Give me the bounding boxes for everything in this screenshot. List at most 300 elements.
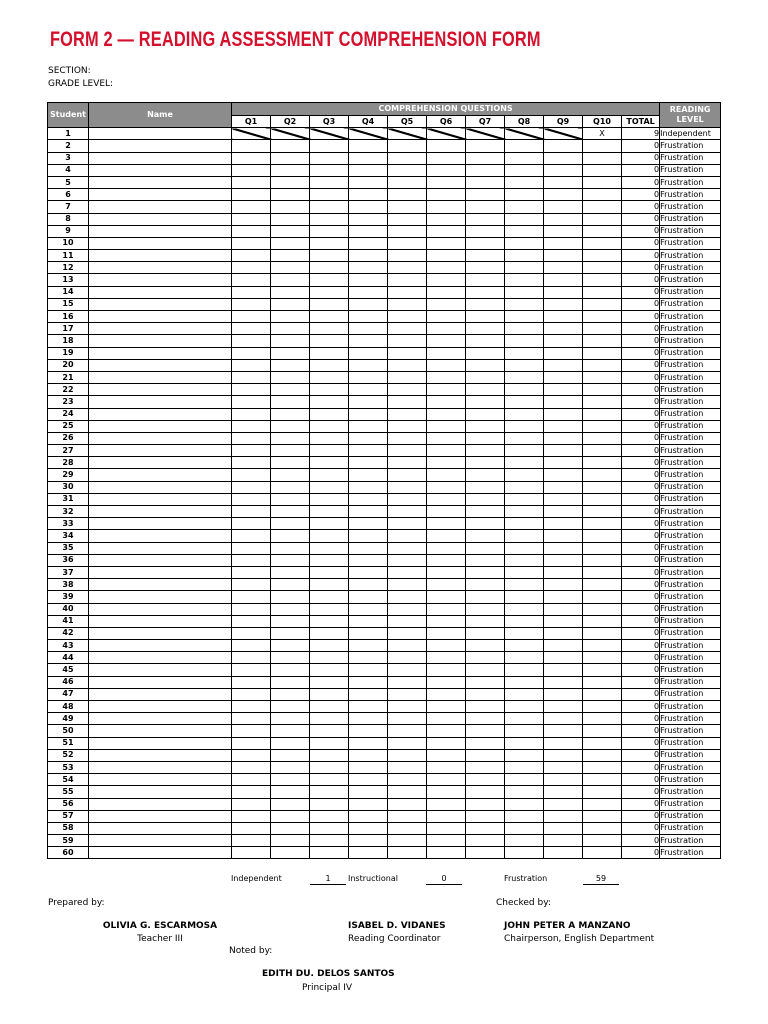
answer-cell-q10[interactable] xyxy=(583,152,622,164)
answer-cell-q8[interactable] xyxy=(505,664,544,676)
answer-cell-q4[interactable] xyxy=(349,615,388,627)
answer-cell-q6[interactable] xyxy=(427,359,466,371)
answer-cell-q1[interactable] xyxy=(232,225,271,237)
answer-cell-q6[interactable] xyxy=(427,627,466,639)
answer-cell-q10[interactable] xyxy=(583,774,622,786)
student-name-cell[interactable] xyxy=(89,298,232,310)
student-name-cell[interactable] xyxy=(89,493,232,505)
answer-cell-q6[interactable] xyxy=(427,371,466,383)
answer-cell-q3[interactable] xyxy=(310,176,349,188)
answer-cell-q5[interactable] xyxy=(388,627,427,639)
answer-cell-q7[interactable] xyxy=(466,274,505,286)
answer-cell-q4[interactable] xyxy=(349,810,388,822)
answer-cell-q6[interactable] xyxy=(427,408,466,420)
answer-cell-q3[interactable] xyxy=(310,603,349,615)
answer-cell-q1[interactable] xyxy=(232,822,271,834)
answer-cell-q10[interactable] xyxy=(583,140,622,152)
answer-cell-q9[interactable] xyxy=(544,286,583,298)
answer-cell-q8[interactable] xyxy=(505,506,544,518)
answer-cell-q2[interactable] xyxy=(271,701,310,713)
answer-cell-q8[interactable] xyxy=(505,518,544,530)
answer-cell-q10[interactable] xyxy=(583,701,622,713)
answer-cell-q6[interactable] xyxy=(427,213,466,225)
answer-cell-q5[interactable] xyxy=(388,140,427,152)
answer-cell-q8[interactable] xyxy=(505,335,544,347)
answer-cell-q2[interactable] xyxy=(271,371,310,383)
answer-cell-q3[interactable] xyxy=(310,432,349,444)
answer-cell-q2[interactable] xyxy=(271,640,310,652)
answer-cell-q10[interactable] xyxy=(583,542,622,554)
answer-cell-q8[interactable] xyxy=(505,237,544,249)
answer-cell-q6[interactable] xyxy=(427,725,466,737)
answer-cell-q9[interactable] xyxy=(544,237,583,249)
answer-cell-q1[interactable] xyxy=(232,591,271,603)
answer-cell-q7[interactable] xyxy=(466,164,505,176)
student-name-cell[interactable] xyxy=(89,176,232,188)
answer-cell-q2[interactable] xyxy=(271,506,310,518)
answer-cell-q10[interactable] xyxy=(583,493,622,505)
student-name-cell[interactable] xyxy=(89,384,232,396)
answer-cell-q9[interactable] xyxy=(544,371,583,383)
answer-cell-q3[interactable] xyxy=(310,554,349,566)
answer-cell-q4[interactable] xyxy=(349,493,388,505)
answer-cell-q7[interactable] xyxy=(466,603,505,615)
answer-cell-q10[interactable] xyxy=(583,798,622,810)
student-name-cell[interactable] xyxy=(89,713,232,725)
answer-cell-q2[interactable] xyxy=(271,603,310,615)
answer-cell-q9[interactable] xyxy=(544,627,583,639)
answer-cell-q2[interactable] xyxy=(271,335,310,347)
answer-cell-q2[interactable] xyxy=(271,664,310,676)
student-name-cell[interactable] xyxy=(89,701,232,713)
answer-cell-q3[interactable] xyxy=(310,737,349,749)
answer-cell-q3[interactable] xyxy=(310,189,349,201)
answer-cell-q7[interactable] xyxy=(466,810,505,822)
answer-cell-q6[interactable] xyxy=(427,591,466,603)
student-name-cell[interactable] xyxy=(89,225,232,237)
answer-cell-q6[interactable] xyxy=(427,835,466,847)
answer-cell-q5[interactable] xyxy=(388,737,427,749)
answer-cell-q1[interactable] xyxy=(232,737,271,749)
student-name-cell[interactable] xyxy=(89,591,232,603)
answer-cell-q7[interactable] xyxy=(466,432,505,444)
answer-cell-q10[interactable] xyxy=(583,359,622,371)
answer-cell-q3[interactable] xyxy=(310,420,349,432)
student-name-cell[interactable] xyxy=(89,530,232,542)
answer-cell-q1[interactable] xyxy=(232,371,271,383)
answer-cell-q6[interactable] xyxy=(427,554,466,566)
answer-cell-q4[interactable] xyxy=(349,213,388,225)
answer-cell-q10[interactable] xyxy=(583,457,622,469)
answer-cell-q8[interactable] xyxy=(505,481,544,493)
answer-cell-q1[interactable] xyxy=(232,176,271,188)
answer-cell-q1[interactable] xyxy=(232,445,271,457)
answer-cell-q1[interactable] xyxy=(232,384,271,396)
answer-cell-q4[interactable] xyxy=(349,128,388,140)
answer-cell-q4[interactable] xyxy=(349,725,388,737)
answer-cell-q4[interactable] xyxy=(349,323,388,335)
answer-cell-q1[interactable] xyxy=(232,640,271,652)
answer-cell-q8[interactable] xyxy=(505,615,544,627)
answer-cell-q10[interactable] xyxy=(583,603,622,615)
answer-cell-q1[interactable] xyxy=(232,250,271,262)
answer-cell-q3[interactable] xyxy=(310,701,349,713)
answer-cell-q8[interactable] xyxy=(505,189,544,201)
answer-cell-q3[interactable] xyxy=(310,493,349,505)
answer-cell-q5[interactable] xyxy=(388,688,427,700)
answer-cell-q1[interactable] xyxy=(232,725,271,737)
answer-cell-q5[interactable] xyxy=(388,542,427,554)
answer-cell-q4[interactable] xyxy=(349,408,388,420)
answer-cell-q5[interactable] xyxy=(388,335,427,347)
answer-cell-q9[interactable] xyxy=(544,225,583,237)
student-name-cell[interactable] xyxy=(89,420,232,432)
answer-cell-q9[interactable] xyxy=(544,566,583,578)
answer-cell-q2[interactable] xyxy=(271,737,310,749)
answer-cell-q3[interactable] xyxy=(310,457,349,469)
answer-cell-q4[interactable] xyxy=(349,603,388,615)
answer-cell-q3[interactable] xyxy=(310,835,349,847)
answer-cell-q4[interactable] xyxy=(349,822,388,834)
student-name-cell[interactable] xyxy=(89,640,232,652)
answer-cell-q8[interactable] xyxy=(505,774,544,786)
answer-cell-q6[interactable] xyxy=(427,237,466,249)
answer-cell-q9[interactable] xyxy=(544,189,583,201)
answer-cell-q2[interactable] xyxy=(271,189,310,201)
answer-cell-q6[interactable] xyxy=(427,713,466,725)
answer-cell-q8[interactable] xyxy=(505,384,544,396)
answer-cell-q2[interactable] xyxy=(271,579,310,591)
student-name-cell[interactable] xyxy=(89,774,232,786)
answer-cell-q1[interactable] xyxy=(232,201,271,213)
student-name-cell[interactable] xyxy=(89,749,232,761)
answer-cell-q2[interactable] xyxy=(271,432,310,444)
answer-cell-q7[interactable] xyxy=(466,822,505,834)
answer-cell-q6[interactable] xyxy=(427,701,466,713)
student-name-cell[interactable] xyxy=(89,371,232,383)
answer-cell-q2[interactable] xyxy=(271,396,310,408)
answer-cell-q5[interactable] xyxy=(388,554,427,566)
answer-cell-q7[interactable] xyxy=(466,359,505,371)
answer-cell-q9[interactable] xyxy=(544,810,583,822)
answer-cell-q6[interactable] xyxy=(427,445,466,457)
answer-cell-q3[interactable] xyxy=(310,713,349,725)
answer-cell-q8[interactable] xyxy=(505,737,544,749)
answer-cell-q3[interactable] xyxy=(310,774,349,786)
answer-cell-q6[interactable] xyxy=(427,652,466,664)
answer-cell-q3[interactable] xyxy=(310,225,349,237)
answer-cell-q1[interactable] xyxy=(232,786,271,798)
answer-cell-q2[interactable] xyxy=(271,822,310,834)
student-name-cell[interactable] xyxy=(89,554,232,566)
answer-cell-q9[interactable] xyxy=(544,347,583,359)
answer-cell-q3[interactable] xyxy=(310,311,349,323)
answer-cell-q8[interactable] xyxy=(505,749,544,761)
answer-cell-q1[interactable] xyxy=(232,311,271,323)
answer-cell-q5[interactable] xyxy=(388,566,427,578)
answer-cell-q6[interactable] xyxy=(427,640,466,652)
answer-cell-q6[interactable] xyxy=(427,396,466,408)
answer-cell-q9[interactable] xyxy=(544,737,583,749)
answer-cell-q8[interactable] xyxy=(505,225,544,237)
answer-cell-q2[interactable] xyxy=(271,420,310,432)
answer-cell-q6[interactable] xyxy=(427,786,466,798)
answer-cell-q3[interactable] xyxy=(310,469,349,481)
student-name-cell[interactable] xyxy=(89,688,232,700)
student-name-cell[interactable] xyxy=(89,676,232,688)
answer-cell-q8[interactable] xyxy=(505,676,544,688)
answer-cell-q10[interactable] xyxy=(583,176,622,188)
answer-cell-q9[interactable] xyxy=(544,591,583,603)
answer-cell-q6[interactable] xyxy=(427,847,466,859)
answer-cell-q6[interactable] xyxy=(427,493,466,505)
answer-cell-q2[interactable] xyxy=(271,688,310,700)
answer-cell-q10[interactable] xyxy=(583,201,622,213)
answer-cell-q8[interactable] xyxy=(505,371,544,383)
answer-cell-q3[interactable] xyxy=(310,250,349,262)
answer-cell-q6[interactable] xyxy=(427,518,466,530)
answer-cell-q10[interactable] xyxy=(583,298,622,310)
answer-cell-q2[interactable] xyxy=(271,286,310,298)
answer-cell-q6[interactable] xyxy=(427,311,466,323)
answer-cell-q4[interactable] xyxy=(349,335,388,347)
answer-cell-q3[interactable] xyxy=(310,847,349,859)
answer-cell-q2[interactable] xyxy=(271,298,310,310)
answer-cell-q3[interactable] xyxy=(310,688,349,700)
answer-cell-q4[interactable] xyxy=(349,262,388,274)
answer-cell-q1[interactable] xyxy=(232,652,271,664)
answer-cell-q4[interactable] xyxy=(349,481,388,493)
answer-cell-q4[interactable] xyxy=(349,554,388,566)
answer-cell-q5[interactable] xyxy=(388,432,427,444)
answer-cell-q2[interactable] xyxy=(271,774,310,786)
answer-cell-q5[interactable] xyxy=(388,676,427,688)
student-name-cell[interactable] xyxy=(89,274,232,286)
answer-cell-q3[interactable] xyxy=(310,359,349,371)
answer-cell-q2[interactable] xyxy=(271,250,310,262)
answer-cell-q8[interactable] xyxy=(505,298,544,310)
answer-cell-q6[interactable] xyxy=(427,469,466,481)
answer-cell-q4[interactable] xyxy=(349,530,388,542)
answer-cell-q8[interactable] xyxy=(505,847,544,859)
answer-cell-q7[interactable] xyxy=(466,835,505,847)
answer-cell-q7[interactable] xyxy=(466,262,505,274)
answer-cell-q5[interactable] xyxy=(388,725,427,737)
answer-cell-q6[interactable] xyxy=(427,542,466,554)
answer-cell-q3[interactable] xyxy=(310,298,349,310)
answer-cell-q8[interactable] xyxy=(505,835,544,847)
answer-cell-q2[interactable] xyxy=(271,676,310,688)
answer-cell-q10[interactable] xyxy=(583,640,622,652)
student-name-cell[interactable] xyxy=(89,761,232,773)
student-name-cell[interactable] xyxy=(89,262,232,274)
answer-cell-q8[interactable] xyxy=(505,347,544,359)
answer-cell-q9[interactable] xyxy=(544,506,583,518)
answer-cell-q5[interactable] xyxy=(388,579,427,591)
answer-cell-q7[interactable] xyxy=(466,250,505,262)
answer-cell-q10[interactable] xyxy=(583,481,622,493)
answer-cell-q4[interactable] xyxy=(349,469,388,481)
student-name-cell[interactable] xyxy=(89,128,232,140)
answer-cell-q2[interactable] xyxy=(271,627,310,639)
answer-cell-q2[interactable] xyxy=(271,835,310,847)
answer-cell-q9[interactable] xyxy=(544,152,583,164)
answer-cell-q3[interactable] xyxy=(310,810,349,822)
answer-cell-q6[interactable] xyxy=(427,201,466,213)
answer-cell-q3[interactable] xyxy=(310,725,349,737)
answer-cell-q9[interactable] xyxy=(544,640,583,652)
answer-cell-q1[interactable] xyxy=(232,664,271,676)
student-name-cell[interactable] xyxy=(89,323,232,335)
answer-cell-q1[interactable] xyxy=(232,286,271,298)
answer-cell-q4[interactable] xyxy=(349,506,388,518)
answer-cell-q10[interactable] xyxy=(583,189,622,201)
answer-cell-q5[interactable] xyxy=(388,323,427,335)
answer-cell-q1[interactable] xyxy=(232,566,271,578)
answer-cell-q5[interactable] xyxy=(388,164,427,176)
answer-cell-q3[interactable] xyxy=(310,786,349,798)
answer-cell-q7[interactable] xyxy=(466,298,505,310)
answer-cell-q4[interactable] xyxy=(349,237,388,249)
answer-cell-q9[interactable] xyxy=(544,408,583,420)
answer-cell-q3[interactable] xyxy=(310,408,349,420)
answer-cell-q7[interactable] xyxy=(466,566,505,578)
answer-cell-q5[interactable] xyxy=(388,481,427,493)
answer-cell-q7[interactable] xyxy=(466,652,505,664)
answer-cell-q5[interactable] xyxy=(388,664,427,676)
answer-cell-q5[interactable] xyxy=(388,652,427,664)
answer-cell-q10[interactable] xyxy=(583,615,622,627)
answer-cell-q1[interactable] xyxy=(232,396,271,408)
answer-cell-q1[interactable] xyxy=(232,798,271,810)
answer-cell-q10[interactable] xyxy=(583,676,622,688)
answer-cell-q5[interactable] xyxy=(388,250,427,262)
answer-cell-q10[interactable] xyxy=(583,737,622,749)
answer-cell-q5[interactable] xyxy=(388,530,427,542)
answer-cell-q5[interactable] xyxy=(388,493,427,505)
answer-cell-q8[interactable] xyxy=(505,311,544,323)
answer-cell-q4[interactable] xyxy=(349,847,388,859)
answer-cell-q4[interactable] xyxy=(349,286,388,298)
answer-cell-q4[interactable] xyxy=(349,189,388,201)
answer-cell-q4[interactable] xyxy=(349,445,388,457)
answer-cell-q9[interactable] xyxy=(544,786,583,798)
student-name-cell[interactable] xyxy=(89,566,232,578)
answer-cell-q2[interactable] xyxy=(271,457,310,469)
answer-cell-q2[interactable] xyxy=(271,201,310,213)
answer-cell-q8[interactable] xyxy=(505,822,544,834)
answer-cell-q8[interactable] xyxy=(505,359,544,371)
answer-cell-q5[interactable] xyxy=(388,506,427,518)
answer-cell-q3[interactable] xyxy=(310,262,349,274)
answer-cell-q9[interactable] xyxy=(544,420,583,432)
answer-cell-q6[interactable] xyxy=(427,152,466,164)
answer-cell-q10[interactable] xyxy=(583,579,622,591)
answer-cell-q10[interactable] xyxy=(583,749,622,761)
answer-cell-q1[interactable] xyxy=(232,493,271,505)
answer-cell-q4[interactable] xyxy=(349,761,388,773)
answer-cell-q7[interactable] xyxy=(466,457,505,469)
student-name-cell[interactable] xyxy=(89,469,232,481)
answer-cell-q7[interactable] xyxy=(466,469,505,481)
answer-cell-q3[interactable] xyxy=(310,445,349,457)
answer-cell-q10[interactable] xyxy=(583,469,622,481)
answer-cell-q9[interactable] xyxy=(544,298,583,310)
answer-cell-q9[interactable] xyxy=(544,359,583,371)
answer-cell-q9[interactable] xyxy=(544,335,583,347)
answer-cell-q1[interactable] xyxy=(232,262,271,274)
answer-cell-q7[interactable] xyxy=(466,311,505,323)
answer-cell-q8[interactable] xyxy=(505,201,544,213)
answer-cell-q5[interactable] xyxy=(388,189,427,201)
answer-cell-q6[interactable] xyxy=(427,664,466,676)
answer-cell-q3[interactable] xyxy=(310,749,349,761)
student-name-cell[interactable] xyxy=(89,542,232,554)
answer-cell-q5[interactable] xyxy=(388,225,427,237)
answer-cell-q9[interactable] xyxy=(544,140,583,152)
answer-cell-q2[interactable] xyxy=(271,445,310,457)
answer-cell-q1[interactable] xyxy=(232,189,271,201)
answer-cell-q3[interactable] xyxy=(310,664,349,676)
student-name-cell[interactable] xyxy=(89,445,232,457)
student-name-cell[interactable] xyxy=(89,201,232,213)
answer-cell-q3[interactable] xyxy=(310,676,349,688)
answer-cell-q1[interactable] xyxy=(232,688,271,700)
answer-cell-q8[interactable] xyxy=(505,701,544,713)
answer-cell-q5[interactable] xyxy=(388,420,427,432)
student-name-cell[interactable] xyxy=(89,518,232,530)
student-name-cell[interactable] xyxy=(89,627,232,639)
student-name-cell[interactable] xyxy=(89,810,232,822)
answer-cell-q5[interactable] xyxy=(388,152,427,164)
answer-cell-q8[interactable] xyxy=(505,432,544,444)
answer-cell-q3[interactable] xyxy=(310,640,349,652)
answer-cell-q10[interactable] xyxy=(583,250,622,262)
answer-cell-q1[interactable] xyxy=(232,810,271,822)
answer-cell-q3[interactable] xyxy=(310,652,349,664)
answer-cell-q7[interactable] xyxy=(466,542,505,554)
answer-cell-q8[interactable] xyxy=(505,761,544,773)
answer-cell-q8[interactable] xyxy=(505,652,544,664)
answer-cell-q7[interactable] xyxy=(466,140,505,152)
answer-cell-q3[interactable] xyxy=(310,566,349,578)
answer-cell-q9[interactable] xyxy=(544,323,583,335)
answer-cell-q5[interactable] xyxy=(388,591,427,603)
answer-cell-q4[interactable] xyxy=(349,274,388,286)
answer-cell-q8[interactable] xyxy=(505,420,544,432)
answer-cell-q4[interactable] xyxy=(349,676,388,688)
answer-cell-q2[interactable] xyxy=(271,176,310,188)
student-name-cell[interactable] xyxy=(89,213,232,225)
answer-cell-q9[interactable] xyxy=(544,835,583,847)
answer-cell-q9[interactable] xyxy=(544,725,583,737)
answer-cell-q9[interactable] xyxy=(544,749,583,761)
answer-cell-q10[interactable] xyxy=(583,347,622,359)
answer-cell-q5[interactable] xyxy=(388,237,427,249)
answer-cell-q8[interactable] xyxy=(505,469,544,481)
answer-cell-q8[interactable] xyxy=(505,286,544,298)
answer-cell-q10[interactable] xyxy=(583,396,622,408)
answer-cell-q4[interactable] xyxy=(349,457,388,469)
answer-cell-q1[interactable] xyxy=(232,274,271,286)
answer-cell-q5[interactable] xyxy=(388,384,427,396)
answer-cell-q2[interactable] xyxy=(271,274,310,286)
student-name-cell[interactable] xyxy=(89,786,232,798)
answer-cell-q3[interactable] xyxy=(310,579,349,591)
answer-cell-q10[interactable] xyxy=(583,847,622,859)
answer-cell-q4[interactable] xyxy=(349,152,388,164)
answer-cell-q8[interactable] xyxy=(505,725,544,737)
